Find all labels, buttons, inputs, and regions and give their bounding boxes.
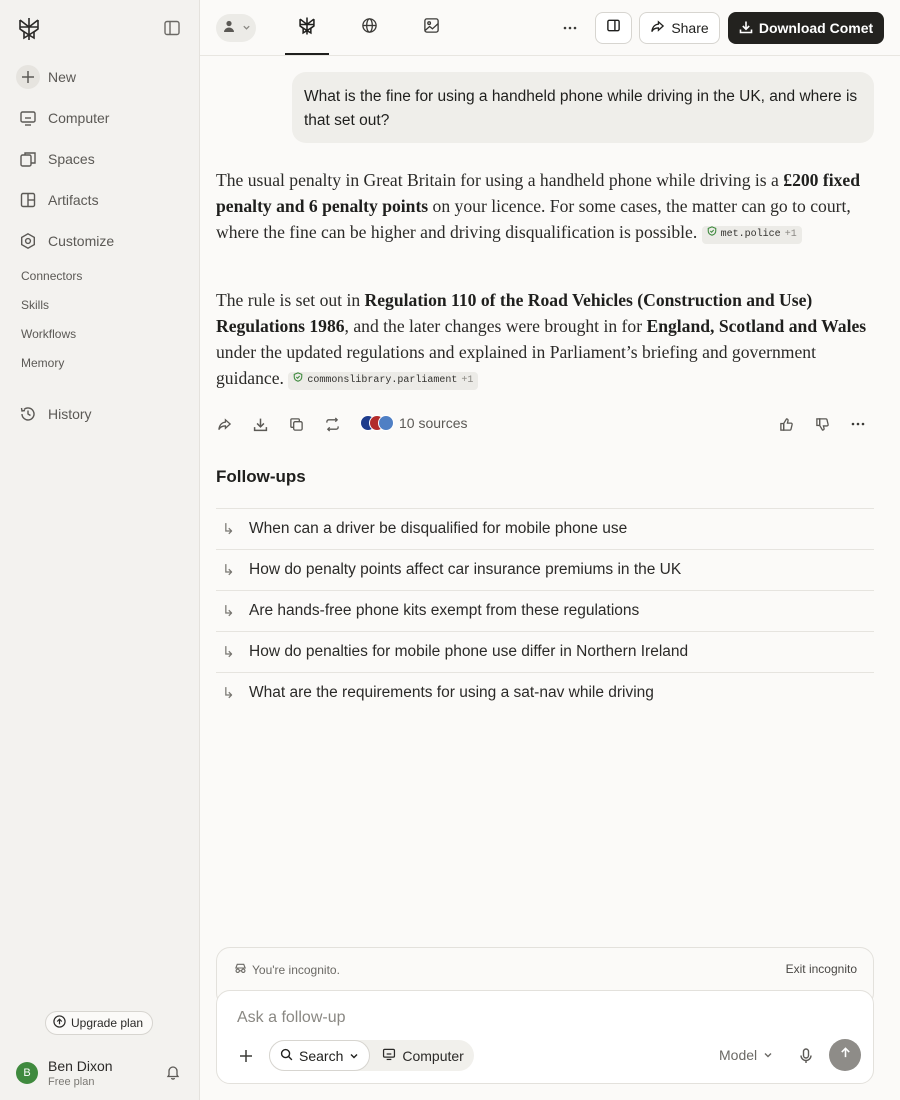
account-menu-button[interactable] — [216, 14, 256, 42]
incognito-icon — [234, 962, 247, 977]
followup-item[interactable] — [216, 672, 874, 713]
thumbs-up-icon[interactable] — [777, 415, 795, 433]
perplexity-icon — [297, 16, 317, 41]
download-icon — [739, 20, 753, 37]
share-label: Share — [671, 20, 709, 36]
new-button[interactable] — [16, 62, 76, 92]
return-arrow-icon: ↳ — [222, 685, 235, 702]
followup-text: How do penalty points affect car insurance premiums in the UK — [249, 561, 682, 578]
citation-domain: commonslibrary.parliament — [307, 375, 458, 386]
thumbs-down-icon[interactable] — [813, 415, 831, 433]
sidebar-item-computer[interactable] — [16, 103, 109, 133]
return-arrow-icon: ↳ — [222, 521, 235, 538]
arrow-up-circle-icon — [53, 1015, 66, 1031]
download-label: Download Comet — [758, 20, 874, 36]
source-favicon-icon — [378, 415, 394, 431]
followup-item[interactable] — [216, 590, 874, 631]
upgrade-label: Upgrade plan — [71, 1016, 144, 1030]
model-selector[interactable] — [719, 1047, 773, 1063]
incognito-status — [234, 962, 340, 977]
artifacts-icon — [16, 188, 40, 212]
sources-label: 10 sources — [399, 415, 468, 431]
tab-images[interactable] — [419, 16, 443, 40]
arrow-up-icon — [839, 1046, 852, 1064]
perplexity-logo-icon[interactable] — [16, 16, 42, 42]
source-favicons — [360, 414, 394, 432]
chevron-down-icon — [349, 1048, 359, 1064]
sidebar — [0, 0, 200, 1100]
copy-icon[interactable] — [287, 415, 305, 433]
rewrite-icon[interactable] — [323, 415, 341, 433]
download-answer-icon[interactable] — [251, 415, 269, 433]
avatar[interactable]: B — [16, 1062, 38, 1084]
nav-label: History — [48, 406, 92, 422]
globe-icon — [361, 17, 378, 39]
sidebar-item-history[interactable] — [16, 399, 92, 429]
computer-mode-button[interactable] — [370, 1040, 473, 1071]
followups-heading: Follow-ups — [216, 467, 306, 486]
panel-icon — [606, 18, 621, 38]
return-arrow-icon: ↳ — [222, 603, 235, 620]
answer-text: The usual penalty in Great Britain for using a handheld phone while driving is a — [216, 170, 784, 190]
toggle-panel-button[interactable] — [595, 12, 632, 44]
search-mode-label: Search — [299, 1047, 344, 1064]
sidebar-item-customize[interactable] — [16, 226, 114, 256]
answer-more-icon[interactable] — [849, 415, 867, 433]
chevron-down-icon — [763, 1047, 773, 1063]
citation-chip[interactable] — [702, 226, 802, 244]
share-icon — [650, 19, 665, 37]
followup-text: What are the requirements for using a sat-nav while driving — [249, 684, 654, 701]
sidebar-item-artifacts[interactable] — [16, 185, 99, 215]
monitor-icon — [16, 106, 40, 130]
followup-text: When can a driver be disqualified for mobile phone use — [249, 520, 628, 537]
answer-bold: £200 fixed penalty and 6 penalty points — [216, 170, 860, 216]
hexagon-icon — [16, 229, 40, 253]
tab-answer[interactable] — [295, 16, 319, 40]
model-label: Model — [719, 1047, 758, 1063]
sidebar-item-workflows[interactable]: Workflows — [21, 327, 77, 341]
return-arrow-icon: ↳ — [222, 562, 235, 579]
sidebar-item-memory[interactable]: Memory — [21, 356, 65, 370]
citation-domain: met.police — [720, 229, 781, 240]
answer-text: under the updated regulations and explained in Parliament’s briefing and government guidance. — [216, 342, 816, 388]
citation-count: +1 — [461, 375, 474, 386]
answer-bold: Regulation 110 of the Road Vehicles (Construction and Use) Regulations 1986 — [216, 290, 813, 336]
nav-label: Spaces — [48, 151, 95, 167]
search-mode-button[interactable] — [269, 1040, 370, 1071]
collapse-sidebar-icon[interactable] — [163, 19, 181, 37]
search-icon — [280, 1048, 293, 1064]
answer-paragraph-1 — [216, 167, 876, 245]
image-icon — [423, 17, 440, 39]
sidebar-item-spaces[interactable] — [16, 144, 95, 174]
history-icon — [16, 402, 40, 426]
monitor-icon — [382, 1047, 396, 1064]
spaces-icon — [16, 147, 40, 171]
answer-bold: England, Scotland and Wales — [646, 316, 867, 336]
answer-paragraph-2 — [216, 287, 876, 391]
top-bar — [200, 0, 900, 56]
user-icon — [222, 19, 236, 38]
upgrade-plan-button[interactable] — [45, 1011, 153, 1035]
composer — [216, 990, 874, 1084]
followup-item[interactable] — [216, 631, 874, 672]
tab-links[interactable] — [357, 16, 381, 40]
user-name[interactable]: Ben Dixon — [48, 1058, 113, 1074]
follow-up-input[interactable] — [237, 1009, 837, 1027]
chevron-down-icon — [242, 19, 251, 37]
citation-chip[interactable] — [288, 372, 478, 390]
nav-label: Computer — [48, 110, 110, 126]
followup-text: Are hands-free phone kits exempt from these regulations — [249, 602, 640, 619]
followup-text: How do penalties for mobile phone use differ in Northern Ireland — [249, 643, 689, 660]
computer-mode-label: Computer — [402, 1047, 464, 1064]
followup-item[interactable] — [216, 508, 874, 549]
answer-text: , and the later changes were brought in for — [344, 316, 647, 336]
nav-label: New — [48, 69, 77, 85]
bell-icon[interactable] — [165, 1064, 181, 1080]
citation-count: +1 — [784, 229, 797, 240]
nav-label: Customize — [48, 233, 115, 249]
answer-text: The rule is set out in — [216, 290, 365, 310]
active-tab-indicator — [285, 53, 329, 55]
share-answer-icon[interactable] — [215, 415, 233, 433]
incognito-label: You're incognito. — [252, 962, 340, 977]
share-button[interactable] — [639, 12, 720, 44]
nav-label: Artifacts — [48, 192, 99, 208]
attach-plus-icon[interactable] — [236, 1046, 256, 1066]
download-comet-button[interactable] — [728, 12, 884, 44]
send-button[interactable] — [829, 1039, 861, 1071]
plus-icon — [16, 65, 40, 89]
answer-text: on your licence. For some cases, the matter can go to court, where the fine can be higher and driving disqualification is possible. — [216, 196, 851, 242]
return-arrow-icon: ↳ — [222, 644, 235, 661]
sources-button[interactable] — [360, 414, 467, 432]
microphone-icon[interactable] — [797, 1047, 815, 1065]
user-question: What is the fine for using a handheld phone while driving in the UK, and where is that set out? — [292, 72, 874, 143]
sidebar-item-skills[interactable]: Skills — [21, 298, 50, 312]
user-plan: Free plan — [48, 1076, 95, 1088]
more-options-icon[interactable] — [558, 18, 582, 38]
shield-check-icon — [293, 368, 303, 394]
mode-selector — [269, 1040, 474, 1071]
sidebar-item-connectors[interactable]: Connectors — [21, 269, 83, 283]
exit-incognito-button[interactable]: Exit incognito — [785, 962, 857, 976]
followup-item[interactable] — [216, 549, 874, 590]
shield-check-icon — [707, 222, 717, 248]
